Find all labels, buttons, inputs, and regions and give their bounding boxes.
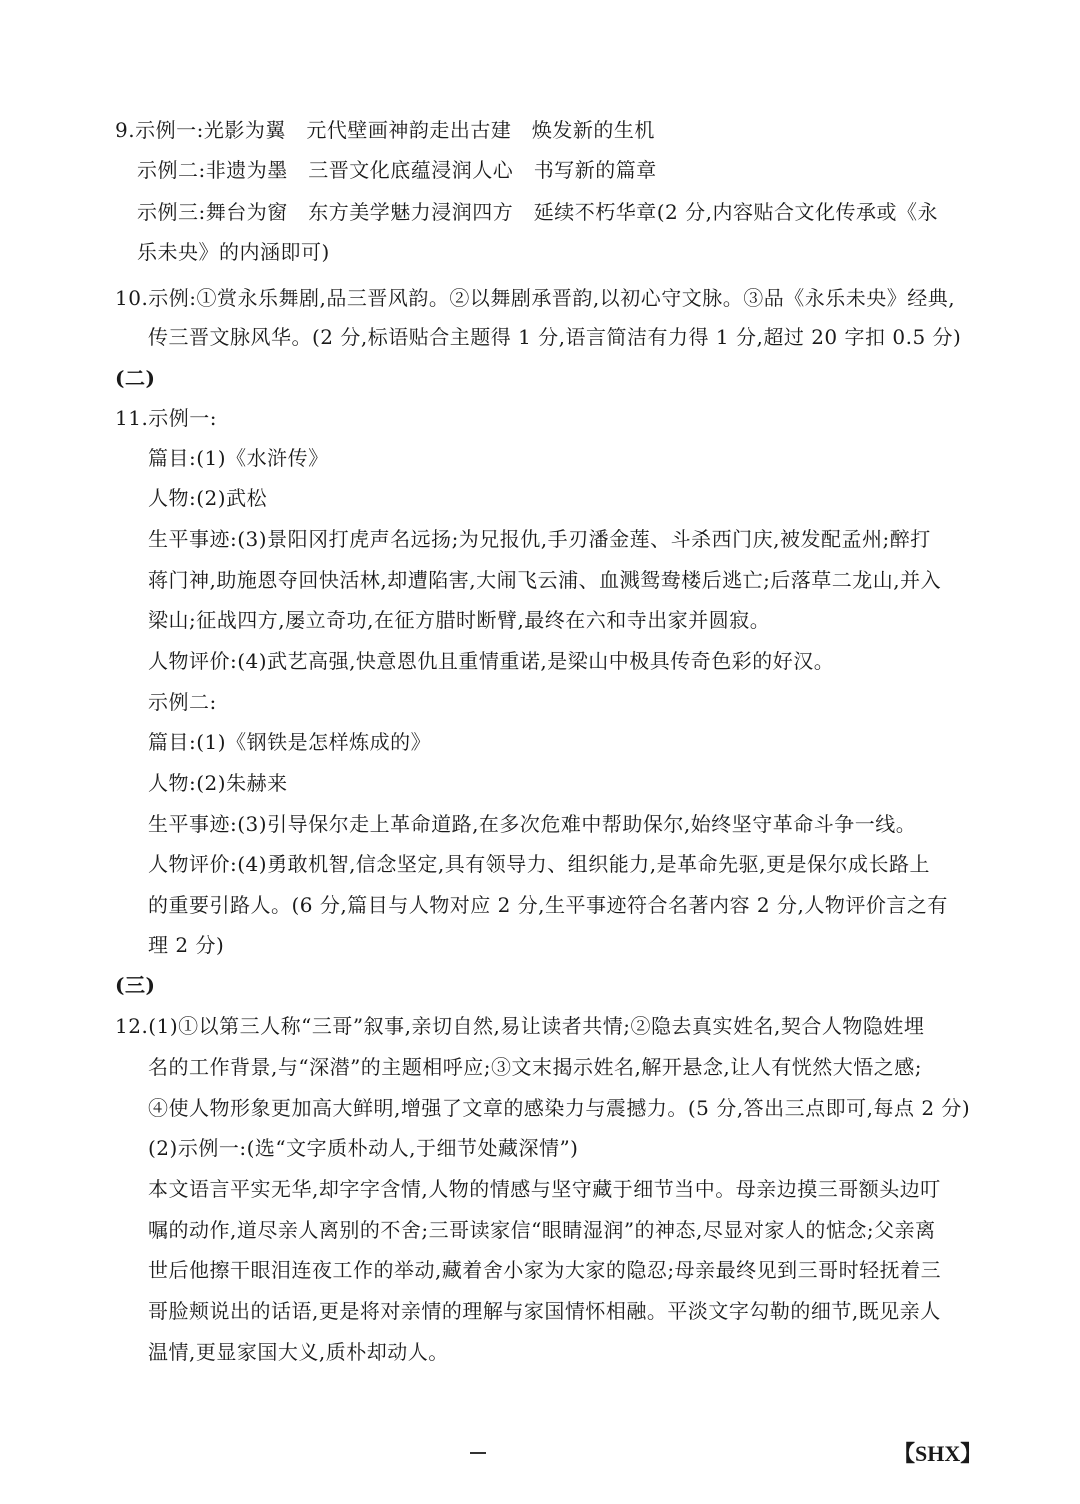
answer-12-part-1-cont2: ④使人物形象更加高大鲜明,增强了文章的感染力与震撼力。(5 分,答出三点即可,每点 2 分): [148, 1096, 971, 1120]
answer-11-character-1: 人物:(2)武松: [148, 486, 268, 510]
answer-10-cont: 传三晋文脉风华。(2 分,标语贴合主题得 1 分,语言简洁有力得 1 分,超过 20 字扣 0.5 分): [148, 325, 962, 349]
answer-11-evaluation-2-cont2: 理 2 分): [148, 933, 225, 957]
answer-12-part-2-body-cont4: 温情,更显家国大义,质朴却动人。: [148, 1340, 449, 1364]
answer-11-title-1: 篇目:(1)《水浒传》: [148, 446, 329, 470]
answer-11-deeds-1: 生平事迹:(3)景阳冈打虎声名远扬;为兄报仇,手刃潘金莲、斗杀西门庆,被发配孟州;醉打: [148, 527, 931, 551]
answer-12-part-2-body-cont3: 哥脸颊说出的话语,更是将对亲情的理解与家国情怀相融。平淡文字勾勒的细节,既见亲人: [148, 1299, 941, 1323]
answer-11-evaluation-1: 人物评价:(4)武艺高强,快意恩仇且重情重诺,是梁山中极具传奇色彩的好汉。: [148, 649, 835, 673]
section-heading-2: (二): [115, 366, 156, 390]
answer-11-character-2: 人物:(2)朱赫来: [148, 771, 288, 795]
footer-code: 【SHX】: [893, 1441, 983, 1466]
answer-12-part-2-body-cont: 嘱的动作,道尽亲人离别的不舍;三哥读家信“眼睛湿润”的神态,尽显对家人的惦念;父亲离: [148, 1218, 936, 1242]
answer-9-example-3: 示例三:舞台为窗 东方美学魅力浸润四方 延续不朽华章(2 分,内容贴合文化传承或《永: [137, 200, 938, 224]
answer-9-example-1: 9.示例一:光影为翼 元代壁画神韵走出古建 焕发新的生机: [115, 118, 655, 142]
answer-11-example-2: 示例二:: [148, 690, 217, 714]
answer-11-title-2: 篇目:(1)《钢铁是怎样炼成的》: [148, 730, 432, 754]
answer-11-example-1: 11.示例一:: [115, 406, 218, 430]
answer-11-deeds-1-cont2: 梁山;征战四方,屡立奇功,在征方腊时断臂,最终在六和寺出家并圆寂。: [148, 608, 771, 632]
answer-12-part-2-body-cont2: 世后他擦干眼泪连夜工作的举动,藏着舍小家为大家的隐忍;母亲最终见到三哥时轻抚着三: [148, 1258, 942, 1282]
answer-11-deeds-2: 生平事迹:(3)引导保尔走上革命道路,在多次危难中帮助保尔,始终坚守革命斗争一线。: [148, 812, 917, 836]
answer-11-evaluation-2-cont: 的重要引路人。(6 分,篇目与人物对应 2 分,生平事迹符合名著内容 2 分,人物评价言之有: [148, 893, 948, 917]
page-number-dash: [470, 1452, 486, 1454]
answer-12-part-2: (2)示例一:(选“文字质朴动人,于细节处藏深情”): [148, 1136, 579, 1160]
answer-10: 10.示例:①赏永乐舞剧,品三晋风韵。②以舞剧承晋韵,以初心守文脉。③品《永乐未央》经典,: [115, 286, 956, 310]
section-heading-3: (三): [115, 973, 156, 997]
answer-12-part-2-body: 本文语言平实无华,却字字含情,人物的情感与坚守藏于细节当中。母亲边摸三哥额头边叮: [148, 1177, 941, 1201]
answer-11-deeds-1-cont: 蒋门神,助施恩夺回快活林,却遭陷害,大闹飞云浦、血溅鸳鸯楼后逃亡;后落草二龙山,并入: [148, 568, 942, 592]
answer-11-evaluation-2: 人物评价:(4)勇敢机智,信念坚定,具有领导力、组织能力,是革命先驱,更是保尔成长路上: [148, 852, 930, 876]
answer-9-example-3-cont: 乐未央》的内涵即可): [137, 240, 330, 264]
answer-9-example-2: 示例二:非遗为墨 三晋文化底蕴浸润人心 书写新的篇章: [137, 158, 657, 182]
answer-12-part-1: 12.(1)①以第三人称“三哥”叙事,亲切自然,易让读者共情;②隐去真实姓名,契合人物隐姓埋: [115, 1014, 925, 1038]
answer-12-part-1-cont: 名的工作背景,与“深潜”的主题相呼应;③文末揭示姓名,解开悬念,让人有恍然大悟之感;: [148, 1055, 922, 1079]
